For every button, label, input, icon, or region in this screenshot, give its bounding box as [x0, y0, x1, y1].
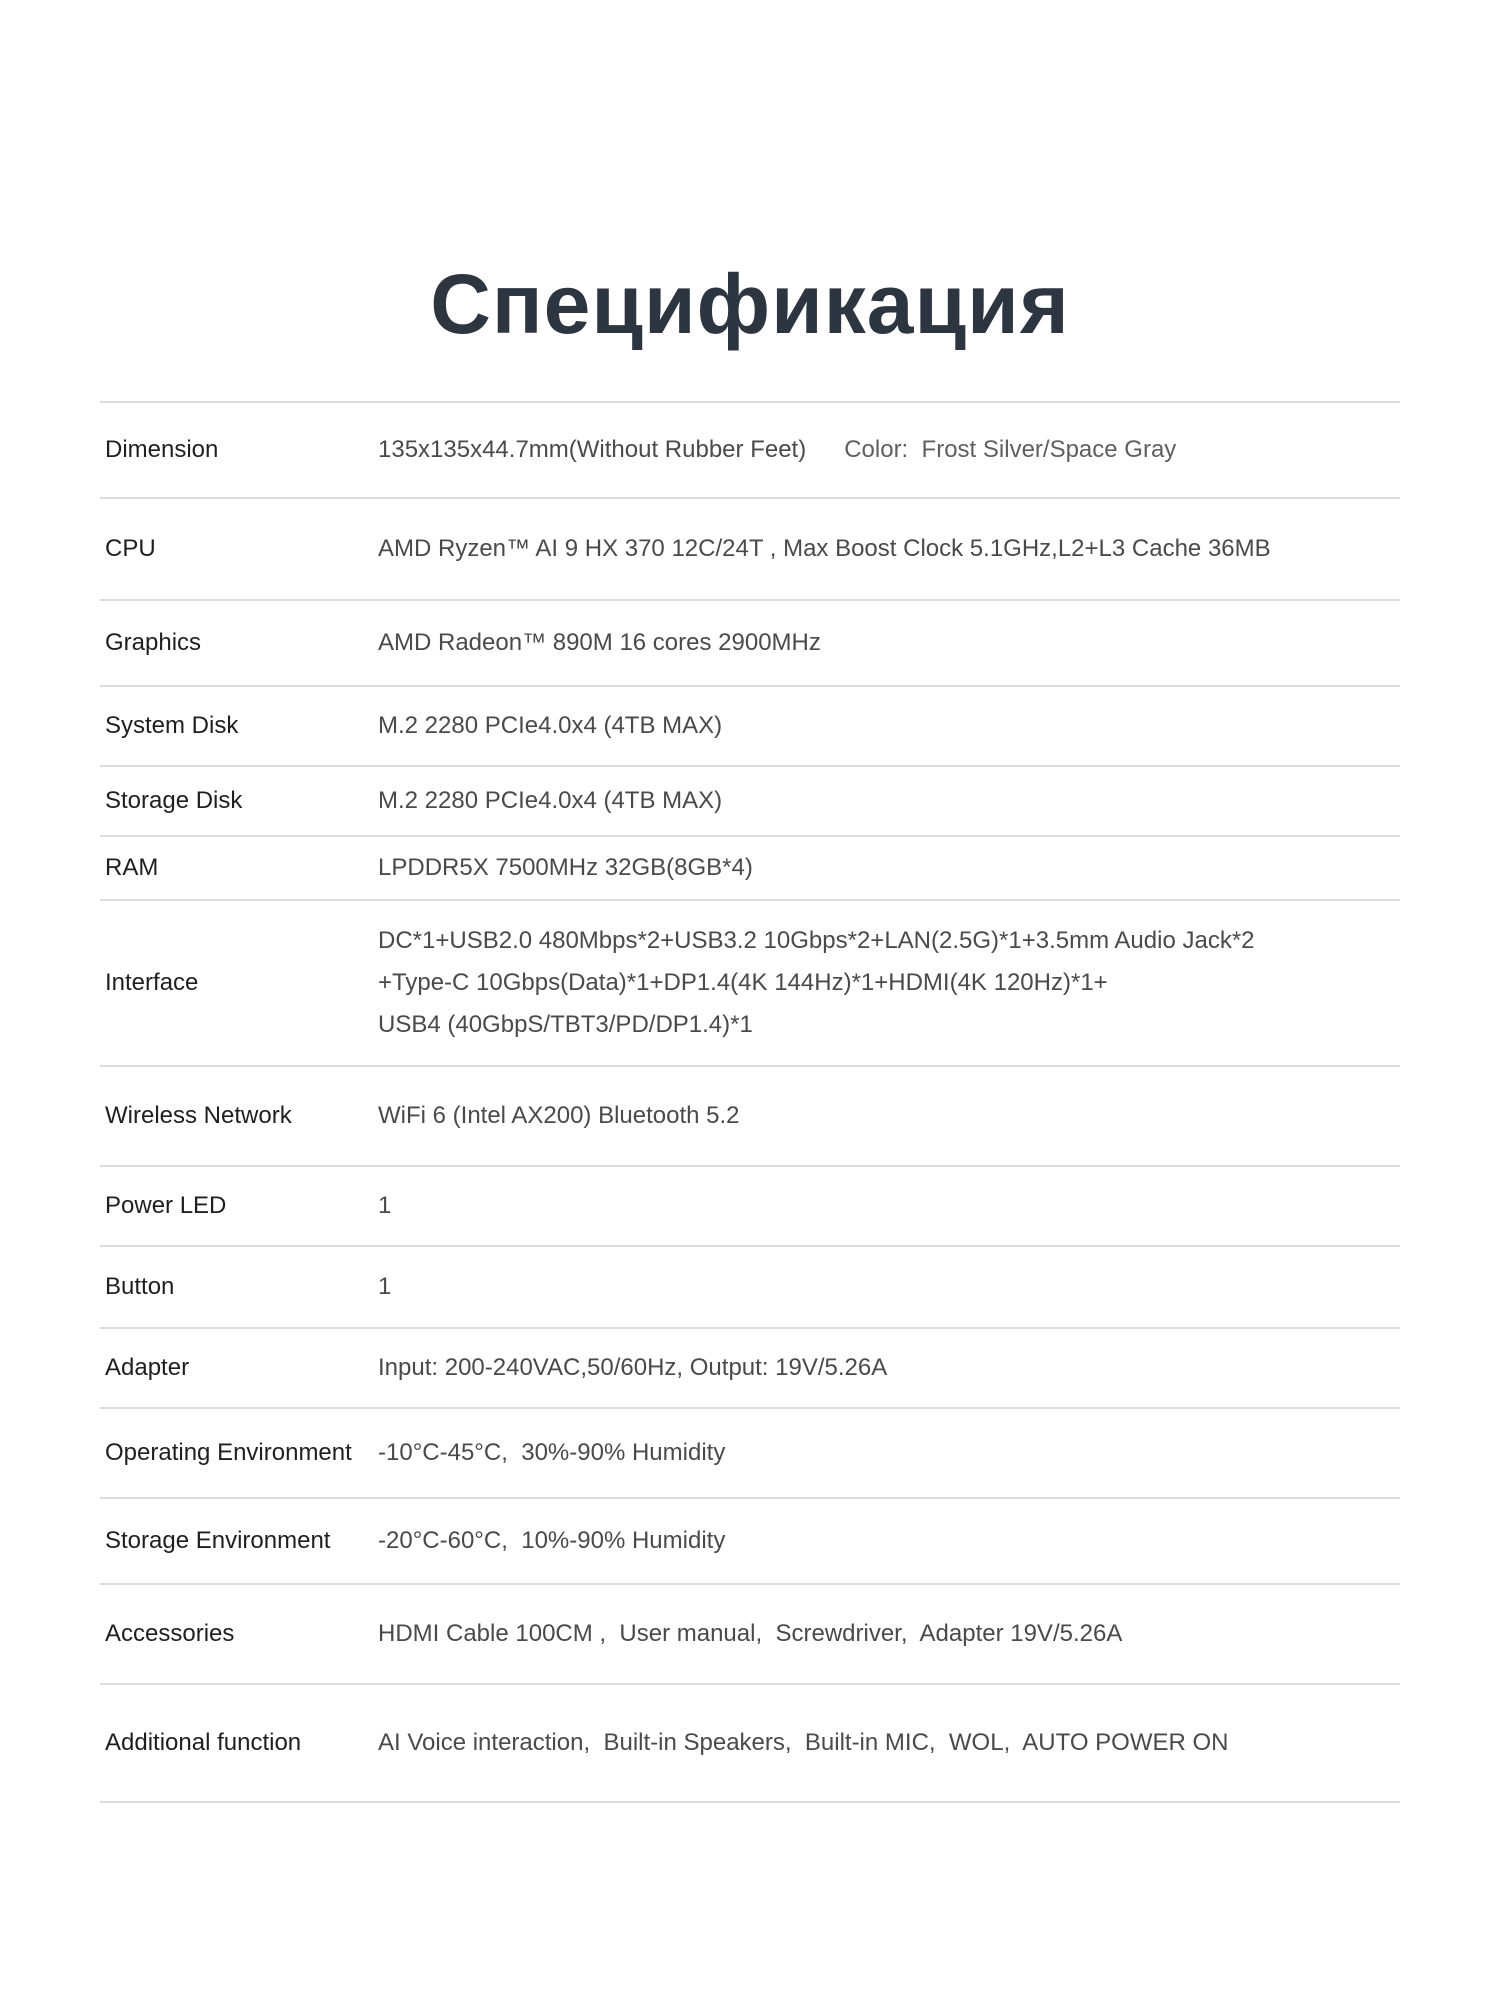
row-value: [378, 1095, 1400, 1137]
row-label: CPU: [105, 535, 156, 562]
spec-row: [100, 1499, 1400, 1585]
spec-row: [100, 403, 1400, 499]
row-value-line: HDMI Cable 100CM , User manual, Screwdriver, Adapter 19V/5.26A: [378, 1620, 1123, 1647]
spec-row: [100, 1067, 1400, 1167]
spec-row: [100, 1685, 1400, 1803]
row-value-line: AMD Ryzen™ AI 9 HX 370 12C/24T , Max Boost Clock 5.1GHz,L2+L3 Cache 36MB: [378, 535, 1271, 562]
row-value-line: +Type-C 10Gbps(Data)*1+DP1.4(4K 144Hz)*1+HDMI(4K 120Hz)*1+: [378, 969, 1108, 996]
row-value: [378, 1722, 1400, 1764]
row-label: Interface: [105, 969, 199, 996]
row-value-line: Input: 200-240VAC,50/60Hz, Output: 19V/5.26A: [378, 1354, 888, 1381]
row-value: [378, 847, 1400, 889]
row-value: [378, 1520, 1400, 1562]
row-label: Accessories: [105, 1620, 235, 1647]
row-label: Dimension: [105, 436, 219, 463]
row-value: [378, 1613, 1400, 1655]
row-value: [378, 1347, 1400, 1389]
row-value-line: 135x135x44.7mm(Without Rubber Feet) Color: Frost Silver/Space Gray: [378, 436, 1177, 463]
row-value: [378, 920, 1400, 1046]
row-label: Operating Environment: [105, 1439, 352, 1466]
spec-row: [100, 901, 1400, 1067]
row-value-line: M.2 2280 PCIe4.0x4 (4TB MAX): [378, 787, 723, 814]
row-value-line: 1: [378, 1192, 392, 1219]
spec-row: [100, 767, 1400, 837]
spec-row: [100, 499, 1400, 601]
row-value-note: Color: Frost Silver/Space Gray: [844, 436, 1177, 463]
row-label: Wireless Network: [105, 1102, 292, 1129]
row-label: Additional function: [105, 1729, 302, 1756]
spec-row: [100, 687, 1400, 767]
row-label: Button: [105, 1273, 175, 1300]
spec-table: [100, 401, 1400, 1803]
row-value: [378, 622, 1400, 664]
row-value-line: AMD Radeon™ 890M 16 cores 2900MHz: [378, 629, 821, 656]
row-value: [378, 429, 1400, 471]
row-value-line: -20°C-60°C, 10%-90% Humidity: [378, 1527, 726, 1554]
row-value-line: AI Voice interaction, Built-in Speakers, Built-in MIC, WOL, AUTO POWER ON: [378, 1729, 1229, 1756]
spec-row: [100, 1247, 1400, 1329]
row-label: RAM: [105, 854, 159, 881]
row-label: Storage Environment: [105, 1527, 331, 1554]
spec-row: [100, 601, 1400, 687]
row-value: [378, 1432, 1400, 1474]
row-value: [378, 1266, 1400, 1308]
row-value-line: DC*1+USB2.0 480Mbps*2+USB3.2 10Gbps*2+LAN(2.5G)*1+3.5mm Audio Jack*2: [378, 927, 1255, 954]
row-value-line: M.2 2280 PCIe4.0x4 (4TB MAX): [378, 712, 723, 739]
row-value: [378, 1185, 1400, 1227]
row-value: [378, 705, 1400, 747]
row-value: [378, 780, 1400, 822]
spec-row: [100, 1167, 1400, 1247]
page-title: Спецификация: [430, 257, 1070, 351]
row-value-line: 1: [378, 1273, 392, 1300]
row-label: Power LED: [105, 1192, 227, 1219]
row-value-line: -10°C-45°C, 30%-90% Humidity: [378, 1439, 726, 1466]
row-label: Storage Disk: [105, 787, 243, 814]
row-label: Adapter: [105, 1354, 190, 1381]
spec-row: [100, 1329, 1400, 1409]
spec-row: [100, 1409, 1400, 1499]
row-value-line: USB4 (40GbpS/TBT3/PD/DP1.4)*1: [378, 1011, 753, 1038]
row-value: [378, 528, 1400, 570]
row-value-line: LPDDR5X 7500MHz 32GB(8GB*4): [378, 854, 753, 881]
row-value-line: WiFi 6 (Intel AX200) Bluetooth 5.2: [378, 1102, 740, 1129]
spec-row: [100, 837, 1400, 901]
row-label: System Disk: [105, 712, 239, 739]
row-label: Graphics: [105, 629, 202, 656]
spec-row: [100, 1585, 1400, 1685]
